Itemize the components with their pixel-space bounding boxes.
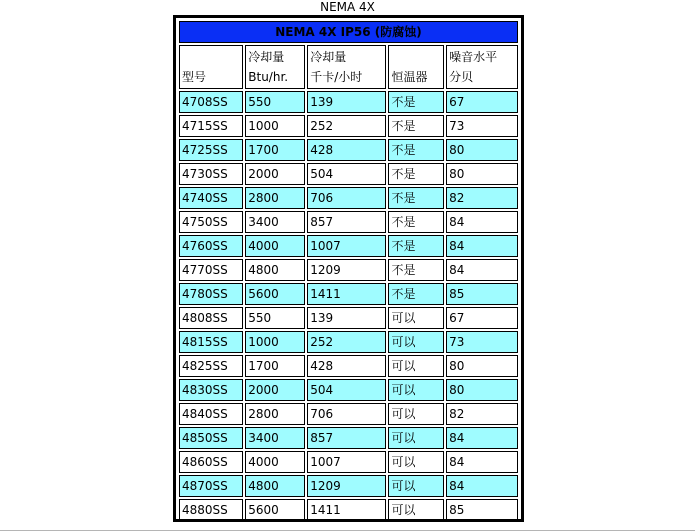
cell-model: 4840SS bbox=[179, 403, 243, 425]
cell-noise: 67 bbox=[446, 91, 518, 113]
cell-thermostat: 不是 bbox=[388, 91, 444, 113]
cell-btu: 3400 bbox=[245, 427, 305, 449]
cell-model: 4825SS bbox=[179, 355, 243, 377]
cell-noise: 73 bbox=[446, 331, 518, 353]
bottom-rule bbox=[0, 530, 695, 531]
header-kcal-line1: 冷却量 bbox=[310, 50, 347, 64]
cell-noise: 73 bbox=[446, 115, 518, 137]
cell-btu: 2800 bbox=[245, 403, 305, 425]
cell-btu: 1700 bbox=[245, 139, 305, 161]
cell-btu: 2000 bbox=[245, 379, 305, 401]
cell-thermostat: 可以 bbox=[388, 499, 444, 521]
cell-kcal: 504 bbox=[307, 163, 386, 185]
cell-thermostat: 可以 bbox=[388, 475, 444, 497]
cell-kcal: 504 bbox=[307, 379, 386, 401]
cell-btu: 4000 bbox=[245, 235, 305, 257]
cell-btu: 5600 bbox=[245, 499, 305, 521]
header-noise-line1: 噪音水平 bbox=[449, 50, 498, 64]
cell-thermostat: 可以 bbox=[388, 379, 444, 401]
table-title: NEMA 4X IP56 (防腐蚀) bbox=[179, 21, 518, 43]
header-kcal bbox=[307, 45, 386, 89]
table-row bbox=[179, 139, 518, 161]
cell-thermostat: 不是 bbox=[388, 283, 444, 305]
table-row bbox=[179, 403, 518, 425]
cell-thermostat: 可以 bbox=[388, 307, 444, 329]
cell-noise: 80 bbox=[446, 379, 518, 401]
table-row bbox=[179, 499, 518, 521]
cell-noise: 85 bbox=[446, 283, 518, 305]
cell-kcal: 1411 bbox=[307, 283, 386, 305]
cell-kcal: 1007 bbox=[307, 451, 386, 473]
table-row bbox=[179, 451, 518, 473]
cell-kcal: 857 bbox=[307, 211, 386, 233]
header-thermostat-line2: 恒温器 bbox=[391, 70, 428, 84]
cell-btu: 4800 bbox=[245, 259, 305, 281]
cell-kcal: 1209 bbox=[307, 259, 386, 281]
table-row bbox=[179, 379, 518, 401]
cell-kcal: 252 bbox=[307, 115, 386, 137]
cell-thermostat: 可以 bbox=[388, 331, 444, 353]
cell-noise: 82 bbox=[446, 187, 518, 209]
header-kcal-line2: 千卡/小时 bbox=[310, 70, 363, 84]
cell-model: 4808SS bbox=[179, 307, 243, 329]
table-row bbox=[179, 307, 518, 329]
table-row bbox=[179, 163, 518, 185]
table-row bbox=[179, 283, 518, 305]
cell-model: 4740SS bbox=[179, 187, 243, 209]
cell-thermostat: 可以 bbox=[388, 355, 444, 377]
cell-noise: 84 bbox=[446, 427, 518, 449]
table-row bbox=[179, 259, 518, 281]
cell-model: 4850SS bbox=[179, 427, 243, 449]
cell-btu: 550 bbox=[245, 307, 305, 329]
cell-kcal: 139 bbox=[307, 91, 386, 113]
cell-noise: 84 bbox=[446, 259, 518, 281]
table-row bbox=[179, 427, 518, 449]
cell-model: 4708SS bbox=[179, 91, 243, 113]
header-noise bbox=[446, 45, 518, 89]
cell-btu: 5600 bbox=[245, 283, 305, 305]
cell-thermostat: 不是 bbox=[388, 139, 444, 161]
cell-thermostat: 可以 bbox=[388, 451, 444, 473]
header-thermostat bbox=[388, 45, 444, 89]
cell-thermostat: 不是 bbox=[388, 211, 444, 233]
cell-btu: 1000 bbox=[245, 331, 305, 353]
cell-btu: 4000 bbox=[245, 451, 305, 473]
cell-btu: 2000 bbox=[245, 163, 305, 185]
table-row bbox=[179, 331, 518, 353]
header-row bbox=[179, 45, 518, 89]
cell-thermostat: 不是 bbox=[388, 115, 444, 137]
cell-kcal: 1411 bbox=[307, 499, 386, 521]
cell-btu: 1000 bbox=[245, 115, 305, 137]
cell-thermostat: 不是 bbox=[388, 163, 444, 185]
cell-kcal: 1209 bbox=[307, 475, 386, 497]
cell-kcal: 1007 bbox=[307, 235, 386, 257]
cell-kcal: 139 bbox=[307, 307, 386, 329]
cell-noise: 84 bbox=[446, 475, 518, 497]
cell-noise: 84 bbox=[446, 235, 518, 257]
cell-noise: 80 bbox=[446, 139, 518, 161]
cell-btu: 1700 bbox=[245, 355, 305, 377]
cell-model: 4830SS bbox=[179, 379, 243, 401]
page-caption: NEMA 4X bbox=[320, 0, 375, 14]
table-row bbox=[179, 115, 518, 137]
cell-model: 4730SS bbox=[179, 163, 243, 185]
cell-model: 4860SS bbox=[179, 451, 243, 473]
title-row bbox=[179, 21, 518, 43]
cell-noise: 85 bbox=[446, 499, 518, 521]
cell-thermostat: 不是 bbox=[388, 259, 444, 281]
cell-thermostat: 可以 bbox=[388, 427, 444, 449]
cell-kcal: 706 bbox=[307, 403, 386, 425]
spec-table-frame bbox=[173, 15, 524, 522]
cell-noise: 84 bbox=[446, 451, 518, 473]
cell-model: 4770SS bbox=[179, 259, 243, 281]
table-row bbox=[179, 235, 518, 257]
cell-kcal: 428 bbox=[307, 355, 386, 377]
cell-kcal: 428 bbox=[307, 139, 386, 161]
cell-btu: 2800 bbox=[245, 187, 305, 209]
cell-thermostat: 不是 bbox=[388, 235, 444, 257]
cell-kcal: 706 bbox=[307, 187, 386, 209]
cell-model: 4815SS bbox=[179, 331, 243, 353]
spec-table bbox=[177, 19, 520, 523]
header-model-line2: 型号 bbox=[182, 70, 207, 84]
cell-model: 4870SS bbox=[179, 475, 243, 497]
cell-kcal: 252 bbox=[307, 331, 386, 353]
cell-noise: 82 bbox=[446, 403, 518, 425]
cell-kcal: 857 bbox=[307, 427, 386, 449]
header-btu-line2: Btu/hr. bbox=[248, 70, 289, 84]
cell-model: 4725SS bbox=[179, 139, 243, 161]
header-btu-line1: 冷却量 bbox=[248, 50, 285, 64]
cell-model: 4715SS bbox=[179, 115, 243, 137]
cell-noise: 84 bbox=[446, 211, 518, 233]
cell-btu: 550 bbox=[245, 91, 305, 113]
cell-model: 4780SS bbox=[179, 283, 243, 305]
cell-btu: 3400 bbox=[245, 211, 305, 233]
header-btu bbox=[245, 45, 305, 89]
cell-thermostat: 不是 bbox=[388, 187, 444, 209]
table-row bbox=[179, 355, 518, 377]
table-row bbox=[179, 187, 518, 209]
cell-noise: 80 bbox=[446, 355, 518, 377]
cell-model: 4880SS bbox=[179, 499, 243, 521]
table-row bbox=[179, 475, 518, 497]
cell-noise: 80 bbox=[446, 163, 518, 185]
cell-thermostat: 可以 bbox=[388, 403, 444, 425]
cell-model: 4750SS bbox=[179, 211, 243, 233]
table-row bbox=[179, 91, 518, 113]
header-model bbox=[179, 45, 243, 89]
table-row bbox=[179, 211, 518, 233]
cell-model: 4760SS bbox=[179, 235, 243, 257]
cell-btu: 4800 bbox=[245, 475, 305, 497]
header-noise-line2: 分贝 bbox=[449, 70, 474, 84]
cell-noise: 67 bbox=[446, 307, 518, 329]
